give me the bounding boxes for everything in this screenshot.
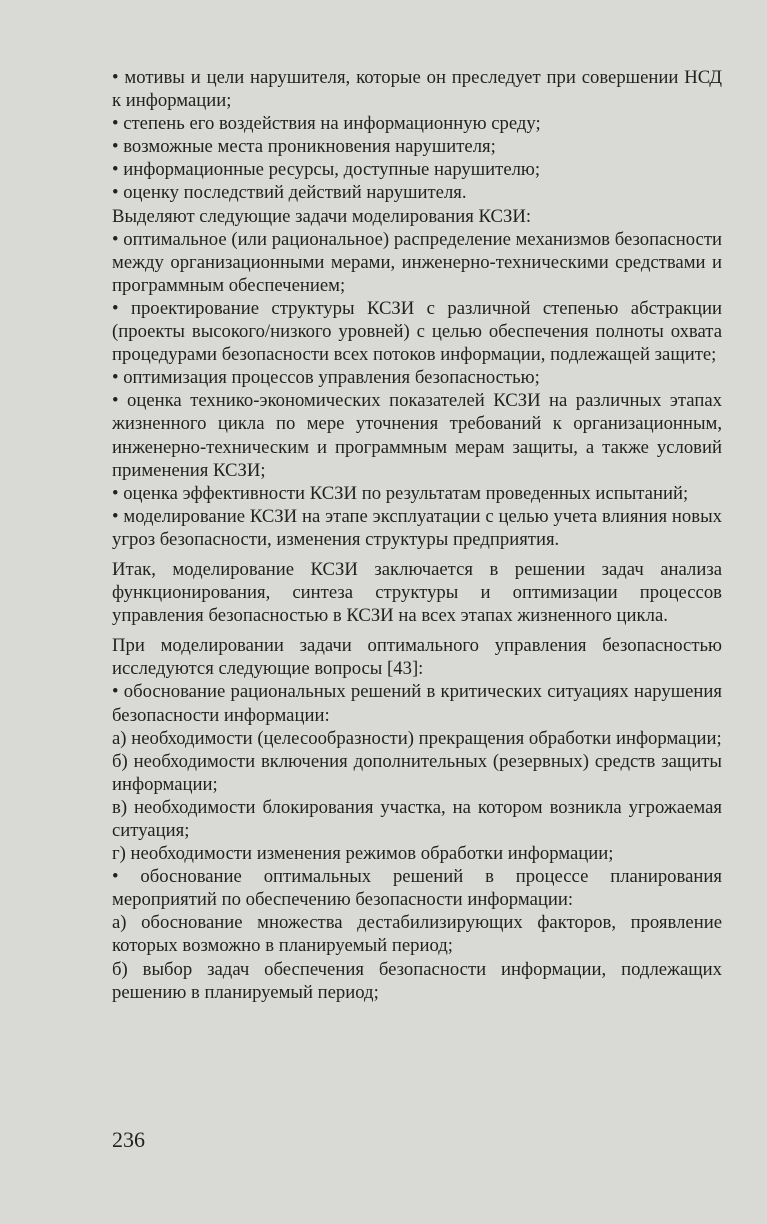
paragraph: б) необходимости включения дополнительных (резервных) средств защиты информации; bbox=[112, 750, 722, 795]
paragraph: Выделяют следующие задачи моделирования КСЗИ: bbox=[112, 205, 532, 227]
paragraph: • мотивы и цели нарушителя, которые он преследует при совершении НСД к информации; bbox=[112, 67, 722, 112]
paragraph: а) обоснование множества дестабилизирующих факторов, проявление которых возможно в планируемый период; bbox=[112, 912, 722, 957]
paragraph: • обоснование рациональных решений в критических ситуациях нарушения безопасности информации: bbox=[112, 681, 722, 726]
paragraph: • обоснование оптимальных решений в процессе планирования мероприятий по обеспечению безопасности информации: bbox=[112, 866, 722, 911]
paragraph: г) необходимости изменения режимов обработки информации; bbox=[112, 843, 614, 865]
paragraph: • оценка технико-экономических показателей КСЗИ на различных этапах жизненного цикла по мере уточнения требований к организационным, инженерно-техническим и программным мерам защиты, а также условий применения КСЗИ; bbox=[112, 390, 722, 481]
paragraph: • возможные места проникновения нарушителя; bbox=[112, 136, 496, 158]
paragraph: • информационные ресурсы, доступные нарушителю; bbox=[112, 159, 541, 181]
paragraph: • моделирование КСЗИ на этапе эксплуатации с целью учета влияния новых угроз безопасности, изменения структуры предприятия. bbox=[112, 505, 722, 550]
paragraph: • проектирование структуры КСЗИ с различной степенью абстракции (проекты высокого/низкого уровней) с целью обеспечения полноты охвата процедурами безопасности всех потоков информации, подлежащей защите; bbox=[112, 297, 722, 366]
paragraph: При моделировании задачи оптимального управления безопасностью исследуются следующие вопросы [43]: bbox=[112, 635, 722, 680]
paragraph: • оценка эффективности КСЗИ по результатам проведенных испытаний; bbox=[112, 482, 689, 504]
page-body bbox=[112, 66, 722, 1004]
page-number: 236 bbox=[112, 1127, 145, 1152]
paragraph: а) необходимости (целесообразности) прекращения обработки информации; bbox=[112, 727, 722, 749]
paragraph: • степень его воздействия на информационную среду; bbox=[112, 113, 541, 135]
paragraph: Итак, моделирование КСЗИ заключается в решении задач анализа функционирования, синтеза структуры и оптимизации процессов управления безопасностью в КСЗИ на всех этапах жизненного цикла. bbox=[112, 558, 722, 627]
paragraph: • оптимальное (или рациональное) распределение механизмов безопасности между организационными мерами, инженерно-техническими средствами и программным обеспечением; bbox=[112, 228, 722, 296]
paragraph: • оценку последствий действий нарушителя. bbox=[112, 182, 467, 204]
paragraph: • оптимизация процессов управления безопасностью; bbox=[112, 367, 540, 389]
paragraph: б) выбор задач обеспечения безопасности информации, подлежащих решению в планируемый период; bbox=[112, 958, 722, 1003]
paragraph: в) необходимости блокирования участка, на котором возникла угрожаемая ситуация; bbox=[112, 796, 722, 841]
